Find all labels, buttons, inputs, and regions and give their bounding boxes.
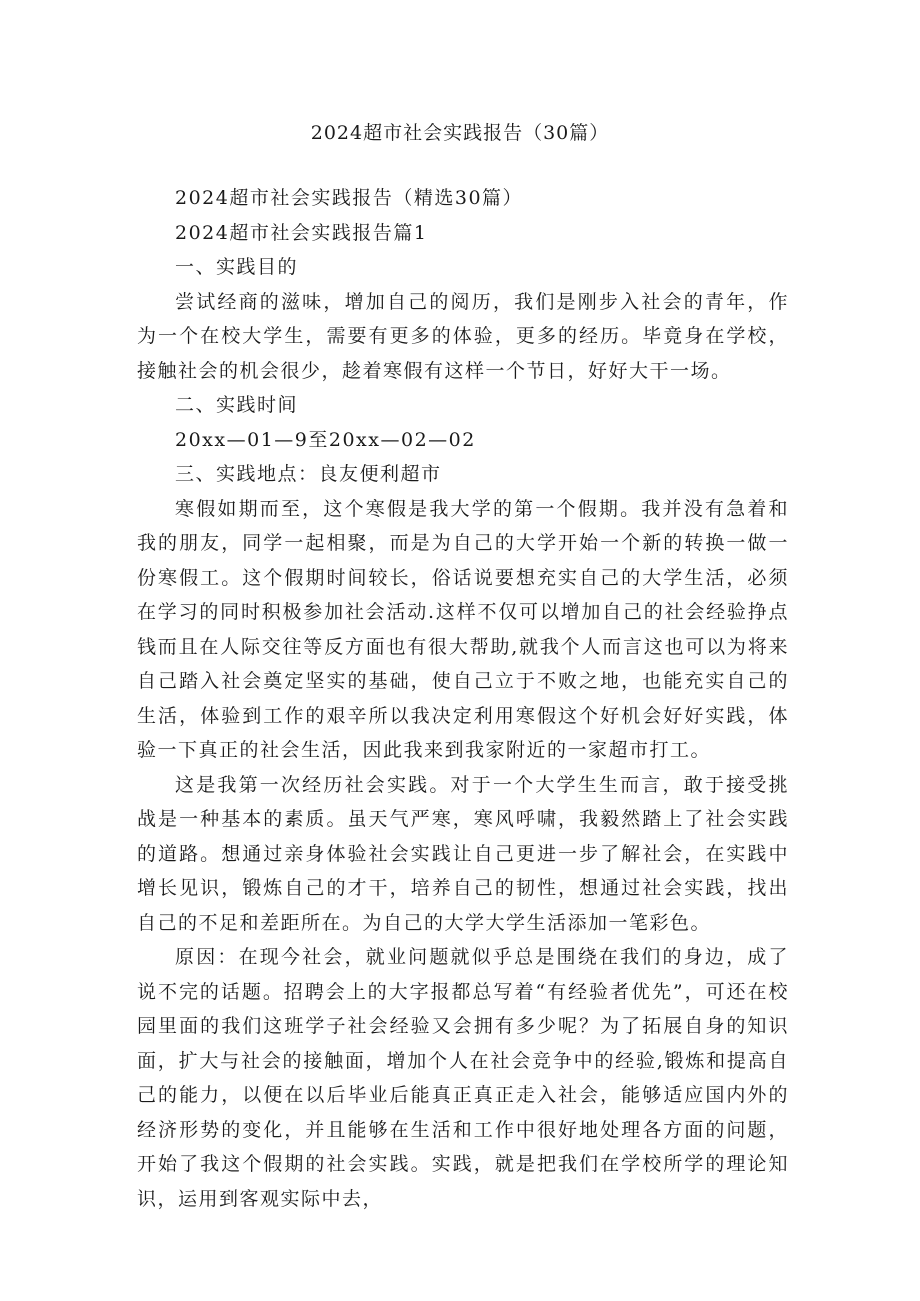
paragraph: 原因：在现今社会，就业问题就似乎总是围绕在我们的身边，成了说不完的话题。招聘会上的大字报都总写着“有经验者优先”，可还在校园里面的我们这班学子社会经验又会拥有多少呢？为了拓展自身的知识面，扩大与社会的接触面，增加个人在社会竞争中的经验,锻炼和提高自己的能力，以便在以后毕业后能真正真正走入社会，能够适应国内外的经济形势的变化，并且能够在生活和工作中很好地处理各方面的问题，开始了我这个假期的社会实践。实践，就是把我们在学校所学的理论知识，运用到客观实际中去，: [137, 946, 789, 1210]
section-heading-purpose: 一、实践目的: [175, 256, 299, 278]
document-body: [137, 181, 789, 1216]
paragraph: 这是我第一次经历社会实践。对于一个大学生生而言，敢于接受挑战是一种基本的素质。虽天气严寒，寒风呼啸，我毅然踏上了社会实践的道路。想通过亲身体验社会实践让自己更进一步了解社会，在实践中增长见识，锻炼自己的才干，培养自己的韧性，想通过社会实践，找出自己的不足和差距所在。为自己的大学大学生活添加一笔彩色。: [137, 773, 789, 934]
chapter-heading: 2024超市社会实践报告篇1: [175, 221, 428, 244]
document-subtitle: 2024超市社会实践报告（精选30篇）: [175, 187, 524, 209]
section-text-time: 20xx—01—9至20xx—02—02: [175, 428, 476, 451]
document-title: 2024超市社会实践报告（30篇）: [310, 122, 610, 144]
paragraph-purpose: 尝试经商的滋味，增加自己的阅历，我们是刚步入社会的青年，作为一个在校大学生，需要有更多的体验，更多的经历。毕竟身在学校，接触社会的机会很少，趁着寒假有这样一个节日，好好大干一场。: [137, 290, 789, 382]
section-heading-time: 二、实践时间: [175, 394, 299, 416]
paragraph: 寒假如期而至，这个寒假是我大学的第一个假期。我并没有急着和我的朋友，同学一起相聚，而是为自己的大学开始一个新的转换一做一份寒假工。这个假期时间较长，俗话说要想充实自己的大学生活，必须在学习的同时积极参加社会活动.这样不仅可以增加自己的社会经验挣点钱而且在人际交往等反方面也有很大帮助,就我个人而言这也可以为将来自己踏入社会奠定坚实的基础，使自己立于不败之地，也能充实自己的生活，体验到工作的艰辛所以我决定利用寒假这个好机会好好实践，体验一下真正的社会生活，因此我来到我家附近的一家超市打工。: [137, 497, 789, 761]
section-heading-location: 三、实践地点：良友便利超市: [175, 463, 442, 485]
